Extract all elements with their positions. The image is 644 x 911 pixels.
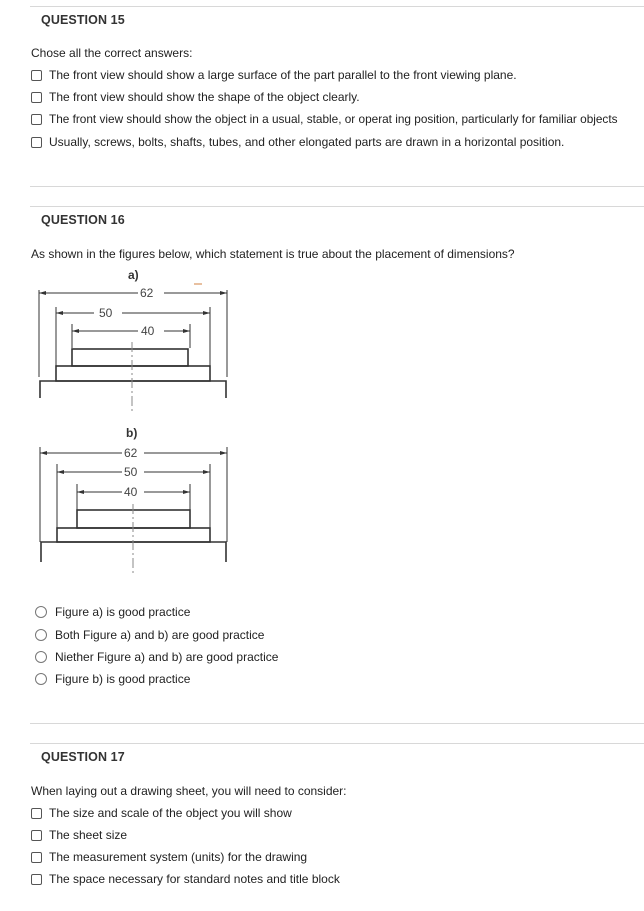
divider — [30, 6, 644, 7]
figure-b-drawing — [30, 420, 240, 580]
q15-option-4[interactable] — [31, 135, 564, 149]
arrowhead — [40, 451, 47, 455]
option-label: The sheet size — [49, 828, 128, 842]
checkbox[interactable] — [31, 874, 42, 885]
divider — [30, 743, 644, 744]
radio-button[interactable] — [35, 673, 47, 685]
q16-option-3[interactable] — [35, 650, 278, 664]
part-base — [40, 381, 226, 398]
checkbox[interactable] — [31, 852, 42, 863]
arrowhead — [77, 490, 84, 494]
q17-option-4[interactable] — [31, 872, 340, 886]
arrowhead — [183, 490, 190, 494]
part-top-step — [72, 349, 188, 366]
arrowhead — [57, 470, 64, 474]
option-label: The front view should show the shape of the object clearly. — [49, 90, 360, 104]
option-label: The space necessary for standard notes and title block — [49, 872, 340, 886]
q17-option-1[interactable] — [31, 806, 292, 820]
arrowhead — [183, 329, 190, 333]
checkbox[interactable] — [31, 114, 42, 125]
q16-option-4[interactable] — [35, 672, 190, 686]
divider — [30, 723, 644, 724]
option-label: The size and scale of the object you will show — [49, 806, 292, 820]
question-17-prompt: When laying out a drawing sheet, you will need to consider: — [31, 784, 347, 798]
figure-a — [30, 262, 240, 417]
option-label: The front view should show a large surface of the part parallel to the front viewing plane. — [49, 68, 517, 82]
option-label: The front view should show the object in a usual, stable, or operat ing position, particularly for familiar objects — [49, 112, 618, 126]
checkbox[interactable] — [31, 92, 42, 103]
checkbox[interactable] — [31, 830, 42, 841]
option-label: The measurement system (units) for the drawing — [49, 850, 308, 864]
dim-50-text: 50 — [99, 306, 113, 320]
question-17-title: QUESTION 17 — [41, 750, 125, 764]
dim-62-text: 62 — [140, 286, 154, 300]
arrowhead — [203, 470, 210, 474]
option-label: Usually, screws, bolts, shafts, tubes, and other elongated parts are drawn in a horizontal position. — [49, 135, 565, 149]
option-label: Figure a) is good practice — [55, 605, 191, 619]
dim-62-text: 62 — [124, 446, 138, 460]
arrowhead — [72, 329, 79, 333]
arrowhead — [203, 311, 210, 315]
dim-40-text: 40 — [124, 485, 138, 499]
question-16-title: QUESTION 16 — [41, 213, 125, 227]
option-label: Niether Figure a) and b) are good practice — [55, 650, 279, 664]
arrowhead — [220, 291, 227, 295]
divider — [30, 206, 644, 207]
question-15-title: QUESTION 15 — [41, 13, 125, 27]
question-16-prompt: As shown in the figures below, which statement is true about the placement of dimensions? — [31, 247, 515, 261]
q16-option-2[interactable] — [35, 628, 264, 642]
dim-50-text: 50 — [124, 465, 138, 479]
option-label: Both Figure a) and b) are good practice — [55, 628, 265, 642]
dim-40-text: 40 — [141, 324, 155, 338]
checkbox[interactable] — [31, 70, 42, 81]
figure-a-drawing — [30, 262, 240, 412]
q17-option-3[interactable] — [31, 850, 307, 864]
checkbox[interactable] — [31, 808, 42, 819]
q16-option-1[interactable] — [35, 605, 190, 619]
option-label: Figure b) is good practice — [55, 672, 191, 686]
checkbox[interactable] — [31, 137, 42, 148]
q17-option-2[interactable] — [31, 828, 127, 842]
q15-option-2[interactable] — [31, 90, 360, 104]
figure-b-label: b) — [126, 426, 138, 440]
arrowhead — [56, 311, 63, 315]
radio-button[interactable] — [35, 629, 47, 641]
part-middle-step — [56, 366, 210, 381]
arrowhead — [220, 451, 227, 455]
figure-a-label: a) — [128, 268, 139, 282]
radio-button[interactable] — [35, 651, 47, 663]
question-15-prompt: Chose all the correct answers: — [31, 46, 193, 60]
figure-b — [30, 420, 240, 585]
divider — [30, 186, 644, 187]
q15-option-1[interactable] — [31, 68, 517, 82]
radio-button[interactable] — [35, 606, 47, 618]
arrowhead — [39, 291, 46, 295]
q15-option-3[interactable] — [31, 112, 618, 126]
